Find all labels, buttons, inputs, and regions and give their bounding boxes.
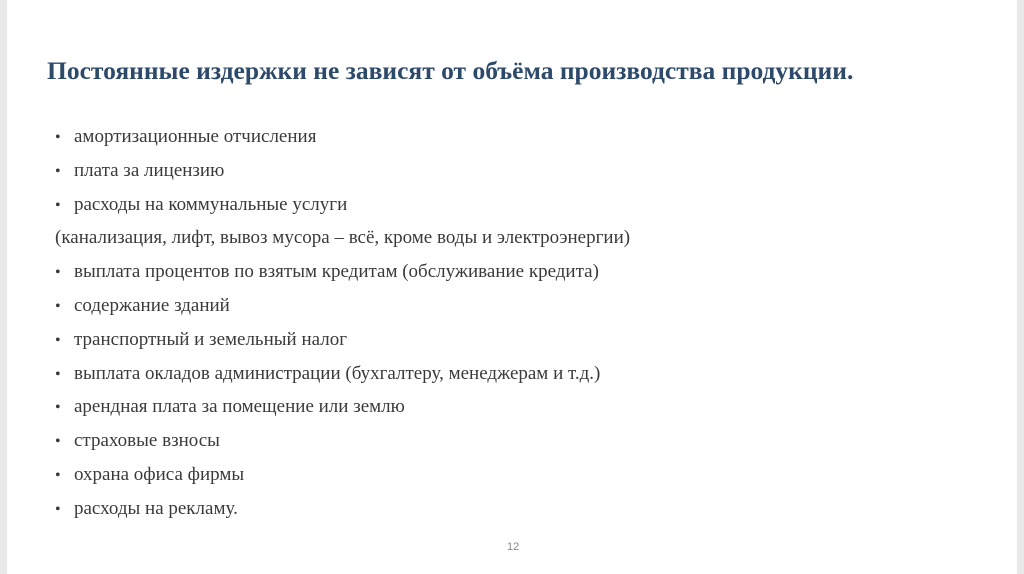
bullet-icon: •	[55, 297, 61, 315]
list-item-text: охрана офиса фирмы	[74, 463, 245, 485]
list-item	[55, 461, 630, 495]
list-item	[55, 326, 630, 360]
bullet-icon: •	[55, 399, 61, 417]
list-item	[55, 191, 630, 225]
bullet-icon: •	[55, 365, 61, 383]
list-item-text: плата за лицензию	[74, 159, 225, 181]
bullet-icon: •	[55, 264, 61, 282]
list-item-text: расходы на коммунальные услуги	[74, 193, 348, 215]
list-item	[55, 427, 630, 461]
list-item	[55, 123, 630, 157]
bullet-icon: •	[55, 433, 61, 451]
bullet-icon: •	[55, 196, 61, 214]
list-item	[55, 292, 630, 326]
list-item-text: расходы на рекламу.	[74, 497, 238, 519]
slide	[7, 0, 1017, 574]
list-item-text: выплата процентов по взятым кредитам (обслуживание кредита)	[74, 261, 599, 283]
list-note	[55, 224, 630, 258]
bullet-icon: •	[55, 466, 61, 484]
list-item-text: транспортный и земельный налог	[74, 328, 347, 350]
list-item	[55, 393, 630, 427]
list-item-text: арендная плата за помещение или землю	[74, 396, 405, 418]
list-item	[55, 157, 630, 191]
bullet-icon: •	[55, 129, 61, 146]
list-item-text: амортизационные отчисления	[74, 126, 317, 147]
bullet-icon: •	[55, 331, 61, 349]
bullet-icon: •	[55, 500, 61, 518]
list-item-text: содержание зданий	[74, 294, 230, 316]
list-item-text: выплата окладов администрации (бухгалтеру, менеджерам и т.д.)	[74, 362, 601, 384]
list-item	[55, 495, 630, 529]
cost-list	[55, 123, 630, 529]
list-note-text: (канализация, лифт, вывоз мусора – всё, кроме воды и электроэнергии)	[55, 227, 631, 249]
slide-title: Постоянные издержки не зависят от объёма производства продукции.	[47, 56, 854, 85]
list-item	[55, 360, 630, 394]
bullet-icon: •	[55, 162, 61, 180]
list-item-text: страховые взносы	[74, 430, 220, 452]
list-item	[55, 258, 630, 292]
page-number: 12	[507, 541, 520, 553]
